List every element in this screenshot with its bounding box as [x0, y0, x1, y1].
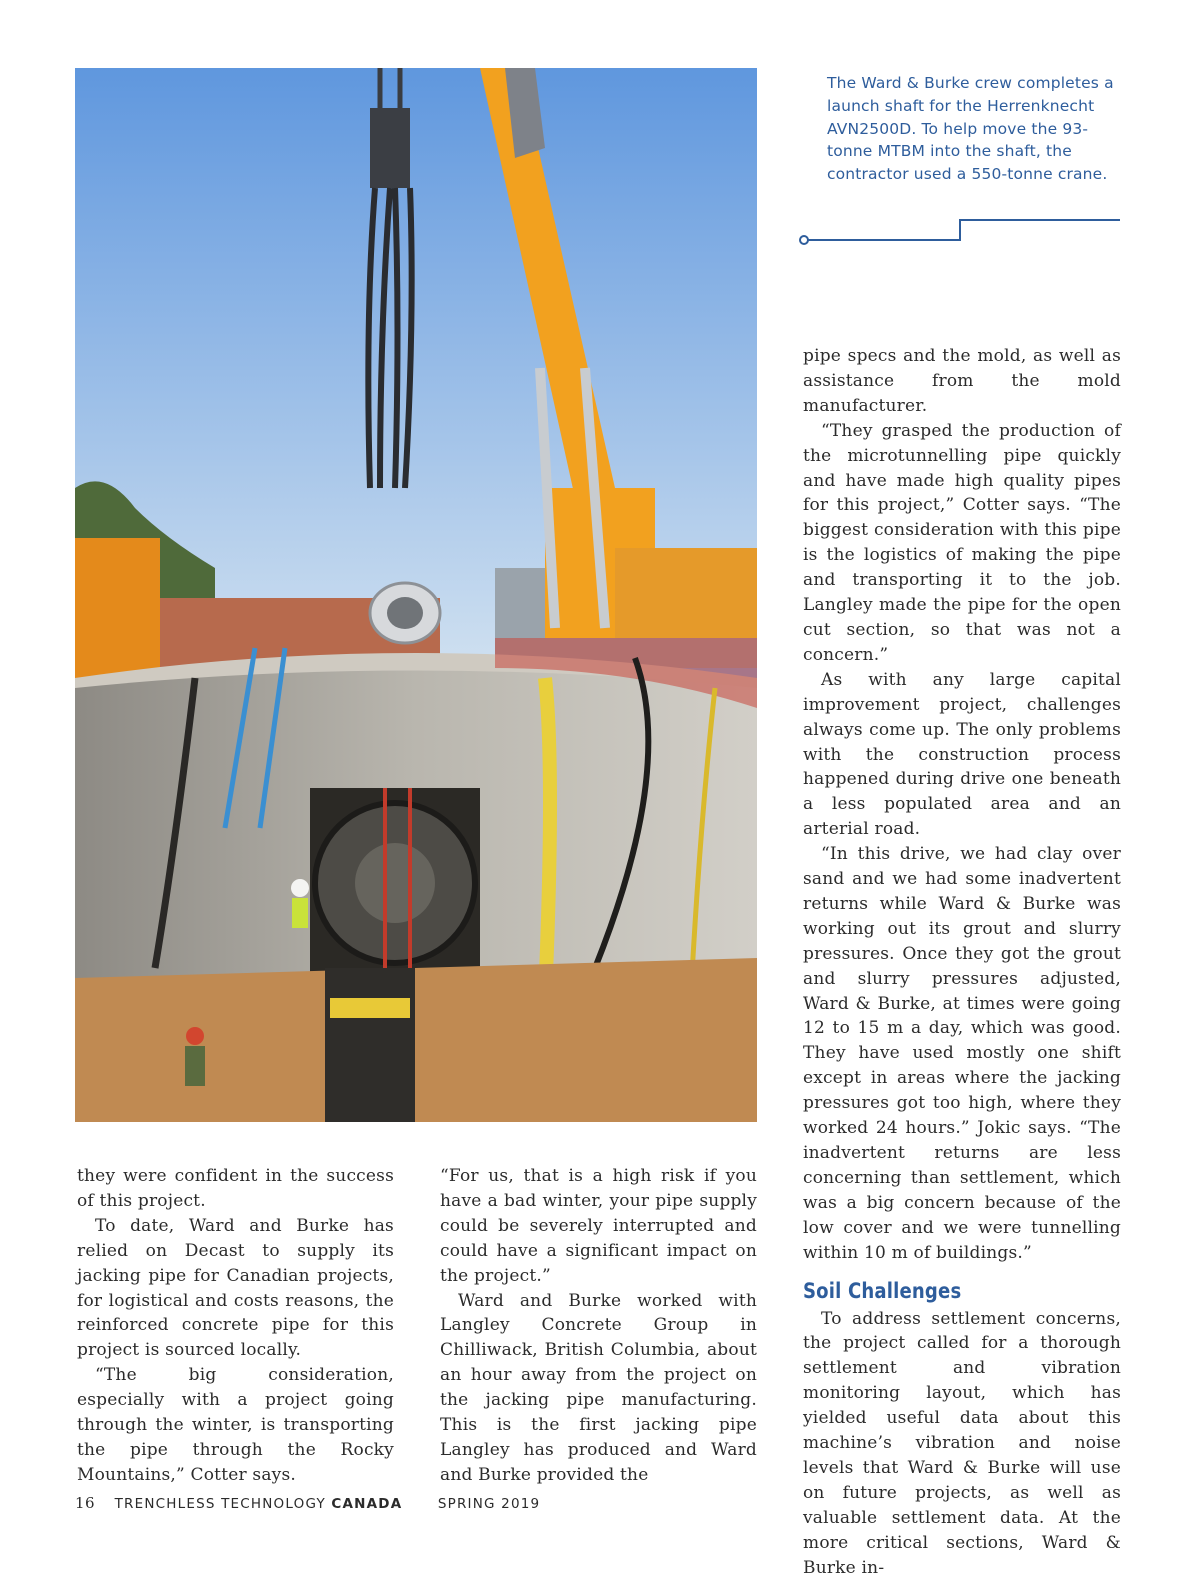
caption-connector-line: [796, 212, 1126, 252]
timber-deck: [75, 958, 757, 1122]
article-column-left: [77, 1164, 394, 1488]
paragraph: pipe specs and the mold, as well as assistance from the mold manufacturer.: [803, 346, 1121, 416]
paragraph: “In this drive, we had clay over sand and we had some inadvertent returns while Ward & Burke was working out its grout and slurry pressures. Once they got the grout and slurry pressures adjusted, Ward & Burke, at times were going 12 to 15 m a day, which was good. They have used mostly one shift except in areas where the jacking pressures got too high, where they worked 24 hours.” Jokic says. “The inadvertent returns are less concerning than settlement, which was a big concern because of the low cover and we were tunnelling within 10 m of buildings.”: [803, 844, 1121, 1263]
magazine-name-bold: CANADA: [331, 1496, 403, 1512]
issue-date: SPRING 2019: [437, 1496, 541, 1512]
crane-shaft-illustration: [75, 68, 757, 1122]
paragraph: “For us, that is a high risk if you have a bad winter, your pipe supply could be severely interrupted and could have a significant impact on the project.”: [440, 1166, 757, 1286]
yellow-hose: [545, 678, 550, 998]
paragraph: “The big consideration, especially with a project going through the winter, is transporting the pipe through the Rocky Mountains,” Cotter says.: [77, 1365, 394, 1485]
article-column-middle: [440, 1164, 757, 1488]
paragraph: they were confident in the success of this project.: [77, 1166, 394, 1211]
article-column-right: [803, 344, 1121, 1581]
paragraph: “They grasped the production of the microtunnelling pipe quickly and have made high quality pipes for this project,” Cotter says. “The biggest consideration with this pipe is the logistics of making the pipe and transporting it to the job. Langley made the pipe for the open cut section, so that was not a concern.”: [803, 420, 1121, 665]
paragraph: To date, Ward and Burke has relied on Decast to supply its jacking pipe for Canadian projects, for logistical and costs reasons, the reinforced concrete pipe for this project is sourced locally.: [77, 1215, 394, 1361]
worker: [291, 879, 309, 897]
paragraph: Ward and Burke worked with Langley Concrete Group in Chilliwack, British Columbia, about an hour away from the project on the jacking pipe manufacturing. This is the first jacking pipe Langley has produced and Ward and Burke provided the: [440, 1290, 757, 1485]
jacking-frame: [325, 968, 415, 1122]
photo-caption: The Ward & Burke crew completes a launch shaft for the Herrenknecht AVN2500D. To help move the 93-tonne MTBM into the shaft, the contractor used a 550-tonne crane.: [827, 74, 1114, 184]
page-footer: [75, 1494, 540, 1516]
site-container: [75, 538, 160, 678]
hook-block: [370, 108, 410, 188]
article-photo: [75, 68, 757, 1122]
section-heading: Soil Challenges: [803, 1278, 962, 1303]
paragraph: To address settlement concerns, the project called for a thorough settlement and vibration monitoring layout, which has yielded useful data about this machine’s vibration and noise levels that Ward & Burke will use on future projects, as well as valuable settlement data. At the more critical sections, Ward & Burke in-: [803, 1308, 1121, 1578]
page-number: 16: [75, 1494, 96, 1512]
magazine-name: TRENCHLESS TECHNOLOGY: [114, 1496, 326, 1512]
worker: [186, 1027, 204, 1045]
paragraph: As with any large capital improvement project, challenges always come up. The only problems with the construction process happened during drive one beneath a less populated area and an arterial road.: [803, 669, 1121, 840]
